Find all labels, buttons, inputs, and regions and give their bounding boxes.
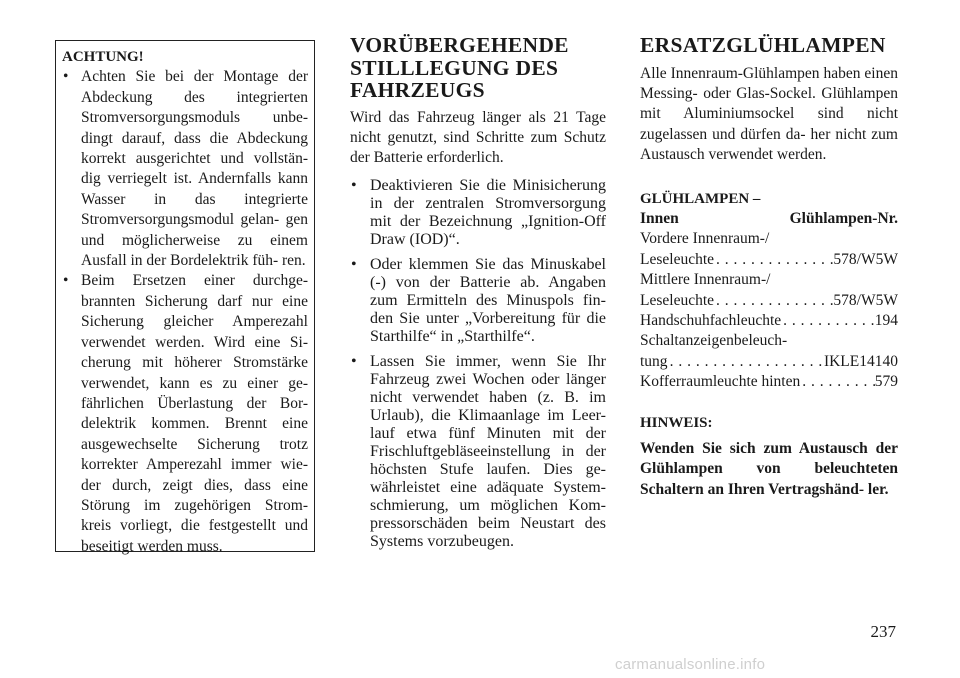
bulb-col-right: Glühlampen-Nr. [789, 209, 898, 227]
note-text: Wenden Sie sich zum Austausch der Glühlampen von beleuchteten Schaltern an Ihren Vertragshänd- ler. [640, 440, 898, 498]
storage-section [350, 34, 606, 558]
storage-list [350, 177, 606, 551]
bulbs-heading: ERSATZGLÜHLAMPEN [640, 33, 886, 57]
storage-item-2: • Oder klemmen Sie das Minuskabel (-) von der Batterie ab. Angaben zum Ermitteln des Minuspols fin- den Sie unter „Vorbereitung für die Starthilfe“ in „Starthilfe“. [350, 256, 606, 346]
lamp-name: Kofferraumleuchte hinten [640, 373, 801, 391]
storage-item-1: • Deaktivieren Sie die Minisicherung in der zentralen Stromversorgung mit der Bezeichnung „Ignition-Off Draw (IOD)“. [350, 177, 606, 249]
leader-dots [714, 250, 833, 270]
lamp-number: 578/W5W [833, 291, 898, 309]
leader-dots [781, 311, 875, 331]
warning-title: ACHTUNG! [62, 49, 144, 65]
storage-heading: VORÜBERGEHENDE STILLLEGUNG DES FAHRZEUGS [350, 33, 569, 102]
lamp-row [640, 372, 898, 392]
lamp-entry [640, 372, 898, 392]
lamp-label: Schaltanzeigenbeleuch- [640, 332, 788, 350]
lamp-name: tung [640, 352, 668, 370]
lamp-entry [640, 311, 898, 331]
lamp-name: Leseleuchte [640, 291, 715, 309]
lamp-number: IKLE14140 [823, 352, 898, 370]
storage-intro: Wird das Fahrzeug länger als 21 Tage nicht genutzt, sind Schritte zum Schutz der Batterie erforderlich. [350, 108, 606, 167]
bulb-list-columns [640, 209, 898, 229]
lamp-entry [640, 229, 898, 270]
lamp-label: Mittlere Innenraum-/ [640, 271, 771, 289]
bulb-col-left: Innen [640, 209, 679, 227]
warning-item-1: • Achten Sie bei der Montage der Abdeckung des integrierten Stromversorgungsmoduls unbe- dingt darauf, dass die Abdeckung korrekt ausgerichtet und vollstän- dig verriegelt ist. Andernfalls kann Wasser in das integrierte Stromversorgungsmodul gelan- gen und möglicherweise zu einem Ausfall in der Bordelektrik füh- ren. [62, 67, 308, 271]
lamp-entry [640, 270, 898, 311]
lamp-number: 579 [874, 373, 898, 391]
page-number: 237 [870, 622, 896, 641]
lamp-name: Handschuhfachleuchte [640, 311, 782, 329]
warning-box [55, 40, 315, 555]
watermark: carmanualsonline.info [615, 656, 766, 673]
lamp-number: 578/W5W [833, 250, 898, 268]
leader-dots [714, 291, 833, 311]
lamp-row [640, 291, 898, 311]
note-title: HINWEIS: [640, 414, 713, 431]
bulbs-section [640, 34, 898, 500]
lamp-label: Vordere Innenraum-/ [640, 230, 770, 248]
lamp-entry [640, 331, 898, 372]
lamp-row [640, 250, 898, 270]
bulbs-intro: Alle Innenraum-Glühlampen haben einen Messing- oder Glas-Sockel. Glühlampen mit Aluminiumsockel sind nicht zugelassen und dürfen da- her nicht zum Austausch verwendet werden. [640, 64, 898, 164]
storage-item-3: • Lassen Sie immer, wenn Sie Ihr Fahrzeug zwei Wochen oder länger nicht verwendet haben (z. B. im Urlaub), die Klimaanlage im Leer- lauf etwa fünf Minuten mit der Frischluftgebläseeinstellung in der höchsten Stufe laufen. Dies ge- währleistet eine adäquate System- schmierung, um möglichen Kom- pressorschäden beim Neustart des Systems vorzubeugen. [350, 353, 606, 551]
bulb-list-heading: GLÜHLAMPEN – [640, 190, 761, 207]
lamp-name: Leseleuchte [640, 250, 715, 268]
leader-dots [668, 352, 824, 372]
lamp-row [640, 311, 898, 331]
leader-dots [800, 372, 875, 392]
warning-item-2: • Beim Ersetzen einer durchge- brannten Sicherung darf nur eine Sicherung gleicher Amperezahl verwendet werden. Wird eine Si- cherung mit höherer Stromstärke verwendet, kann es zu einer ge- fährlichen Überlastung der Bor- delektrik kommen. Brennt eine ausgewechselte Sicherung trotz korrekter Amperezahl immer wie- der durch, zeigt dies, dass eine Störung im zugehörigen Strom- kreis vorliegt, die festgestellt und beseitigt werden muss. [62, 271, 308, 557]
lamp-row [640, 352, 898, 372]
warning-list [62, 67, 308, 557]
lamp-number: 194 [874, 311, 898, 329]
